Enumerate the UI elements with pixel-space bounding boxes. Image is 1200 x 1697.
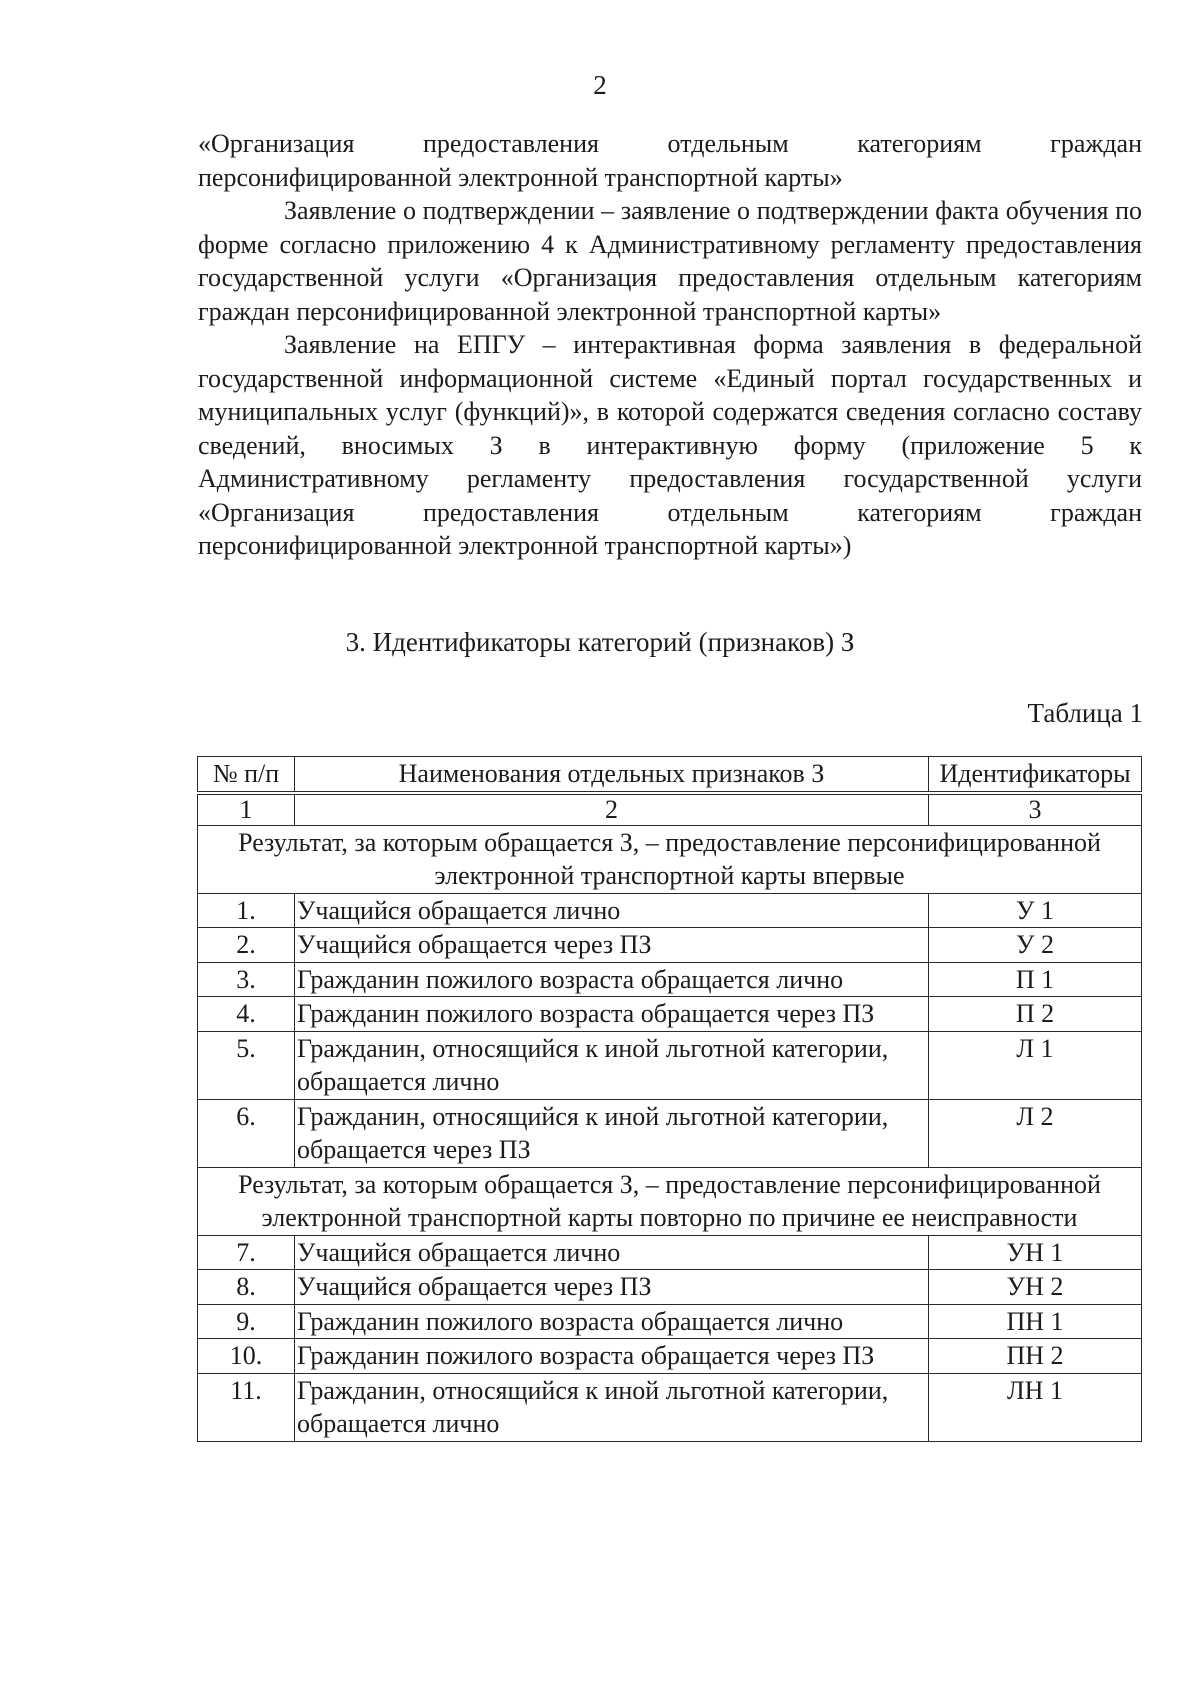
row-code: ПН 1 [929,1304,1142,1339]
header-code: Идентификаторы [929,757,1142,793]
table-row [198,1235,1142,1270]
row-num: 6. [198,1099,295,1167]
row-code: УН 2 [929,1270,1142,1305]
table-row [198,1373,1142,1441]
table-row [198,928,1142,963]
table-caption: Таблица 1 [1027,698,1143,728]
section-title: 3. Идентификаторы категорий (признаков) З [345,627,855,657]
row-code: Л 2 [929,1099,1142,1167]
header-num: № п/п [198,757,295,793]
table-row [198,893,1142,928]
paragraph-epgu-application: Заявление на ЕПГУ – интерактивная форма заявления в федеральной государственной информационной системе «Единый портал государственных и муниципальных услуг (функций)», в которой содержатся сведения согласно составу сведений, вносимых З в интерактивную форму (приложение 5 к Административному регламенту предоставления государственной услуги «Организация предоставления отдельным категориям граждан персонифицированной электронной транспортной карты») [198,330,1142,560]
row-code: Л 1 [929,1031,1142,1099]
table-row [198,1099,1142,1167]
table-row [198,997,1142,1032]
row-name: Гражданин пожилого возраста обращается через ПЗ [295,1339,929,1374]
identifiers-table [197,756,1142,1442]
row-num: 4. [198,997,295,1032]
row-num: 3. [198,962,295,997]
table-header-row [198,757,1142,793]
row-name: Учащийся обращается через ПЗ [295,1270,929,1305]
row-name: Гражданин, относящийся к иной льготной категории, обращается через ПЗ [295,1099,929,1167]
row-name: Учащийся обращается лично [295,893,929,928]
row-code: УН 1 [929,1235,1142,1270]
table-row [198,1031,1142,1099]
row-code: П 1 [929,962,1142,997]
header-name: Наименования отдельных признаков З [295,757,929,793]
column-number: 2 [295,793,929,826]
row-name: Гражданин пожилого возраста обращается лично [295,962,929,997]
table-row [198,962,1142,997]
row-num: 10. [198,1339,295,1374]
group-title: Результат, за которым обращается З, – предоставление персонифицированной электронной транспортной карты повторно по причине ее неисправности [198,1167,1142,1235]
row-code: П 2 [929,997,1142,1032]
paragraph-continuation: «Организация предоставления отдельным категориям граждан персонифицированной электронной транспортной карты» [198,129,1142,192]
group-header-row [198,1167,1142,1235]
row-name: Учащийся обращается лично [295,1235,929,1270]
row-num: 9. [198,1304,295,1339]
row-num: 7. [198,1235,295,1270]
row-name: Гражданин пожилого возраста обращается через ПЗ [295,997,929,1032]
row-num: 11. [198,1373,295,1441]
intro-text [198,127,1142,563]
row-code: У 2 [929,928,1142,963]
row-num: 5. [198,1031,295,1099]
row-name: Гражданин, относящийся к иной льготной категории, обращается лично [295,1373,929,1441]
table-row [198,1270,1142,1305]
column-numbers-row [198,793,1142,826]
row-code: ПН 2 [929,1339,1142,1374]
column-number: 1 [198,793,295,826]
group-header-row [198,825,1142,893]
group-title: Результат, за которым обращается З, – предоставление персонифицированной электронной транспортной карты впервые [198,825,1142,893]
row-name: Гражданин, относящийся к иной льготной категории, обращается лично [295,1031,929,1099]
column-number: 3 [929,793,1142,826]
row-num: 1. [198,893,295,928]
row-code: У 1 [929,893,1142,928]
row-name: Гражданин пожилого возраста обращается лично [295,1304,929,1339]
table-row [198,1304,1142,1339]
paragraph-confirmation-application: Заявление о подтверждении – заявление о подтверждении факта обучения по форме согласно приложению 4 к Административному регламенту предоставления государственной услуги «Организация предоставления отдельным категориям граждан персонифицированной электронной транспортной карты» [198,196,1142,326]
page-number: 2 [593,70,607,100]
table-row [198,1339,1142,1374]
row-name: Учащийся обращается через ПЗ [295,928,929,963]
row-num: 8. [198,1270,295,1305]
row-num: 2. [198,928,295,963]
row-code: ЛН 1 [929,1373,1142,1441]
